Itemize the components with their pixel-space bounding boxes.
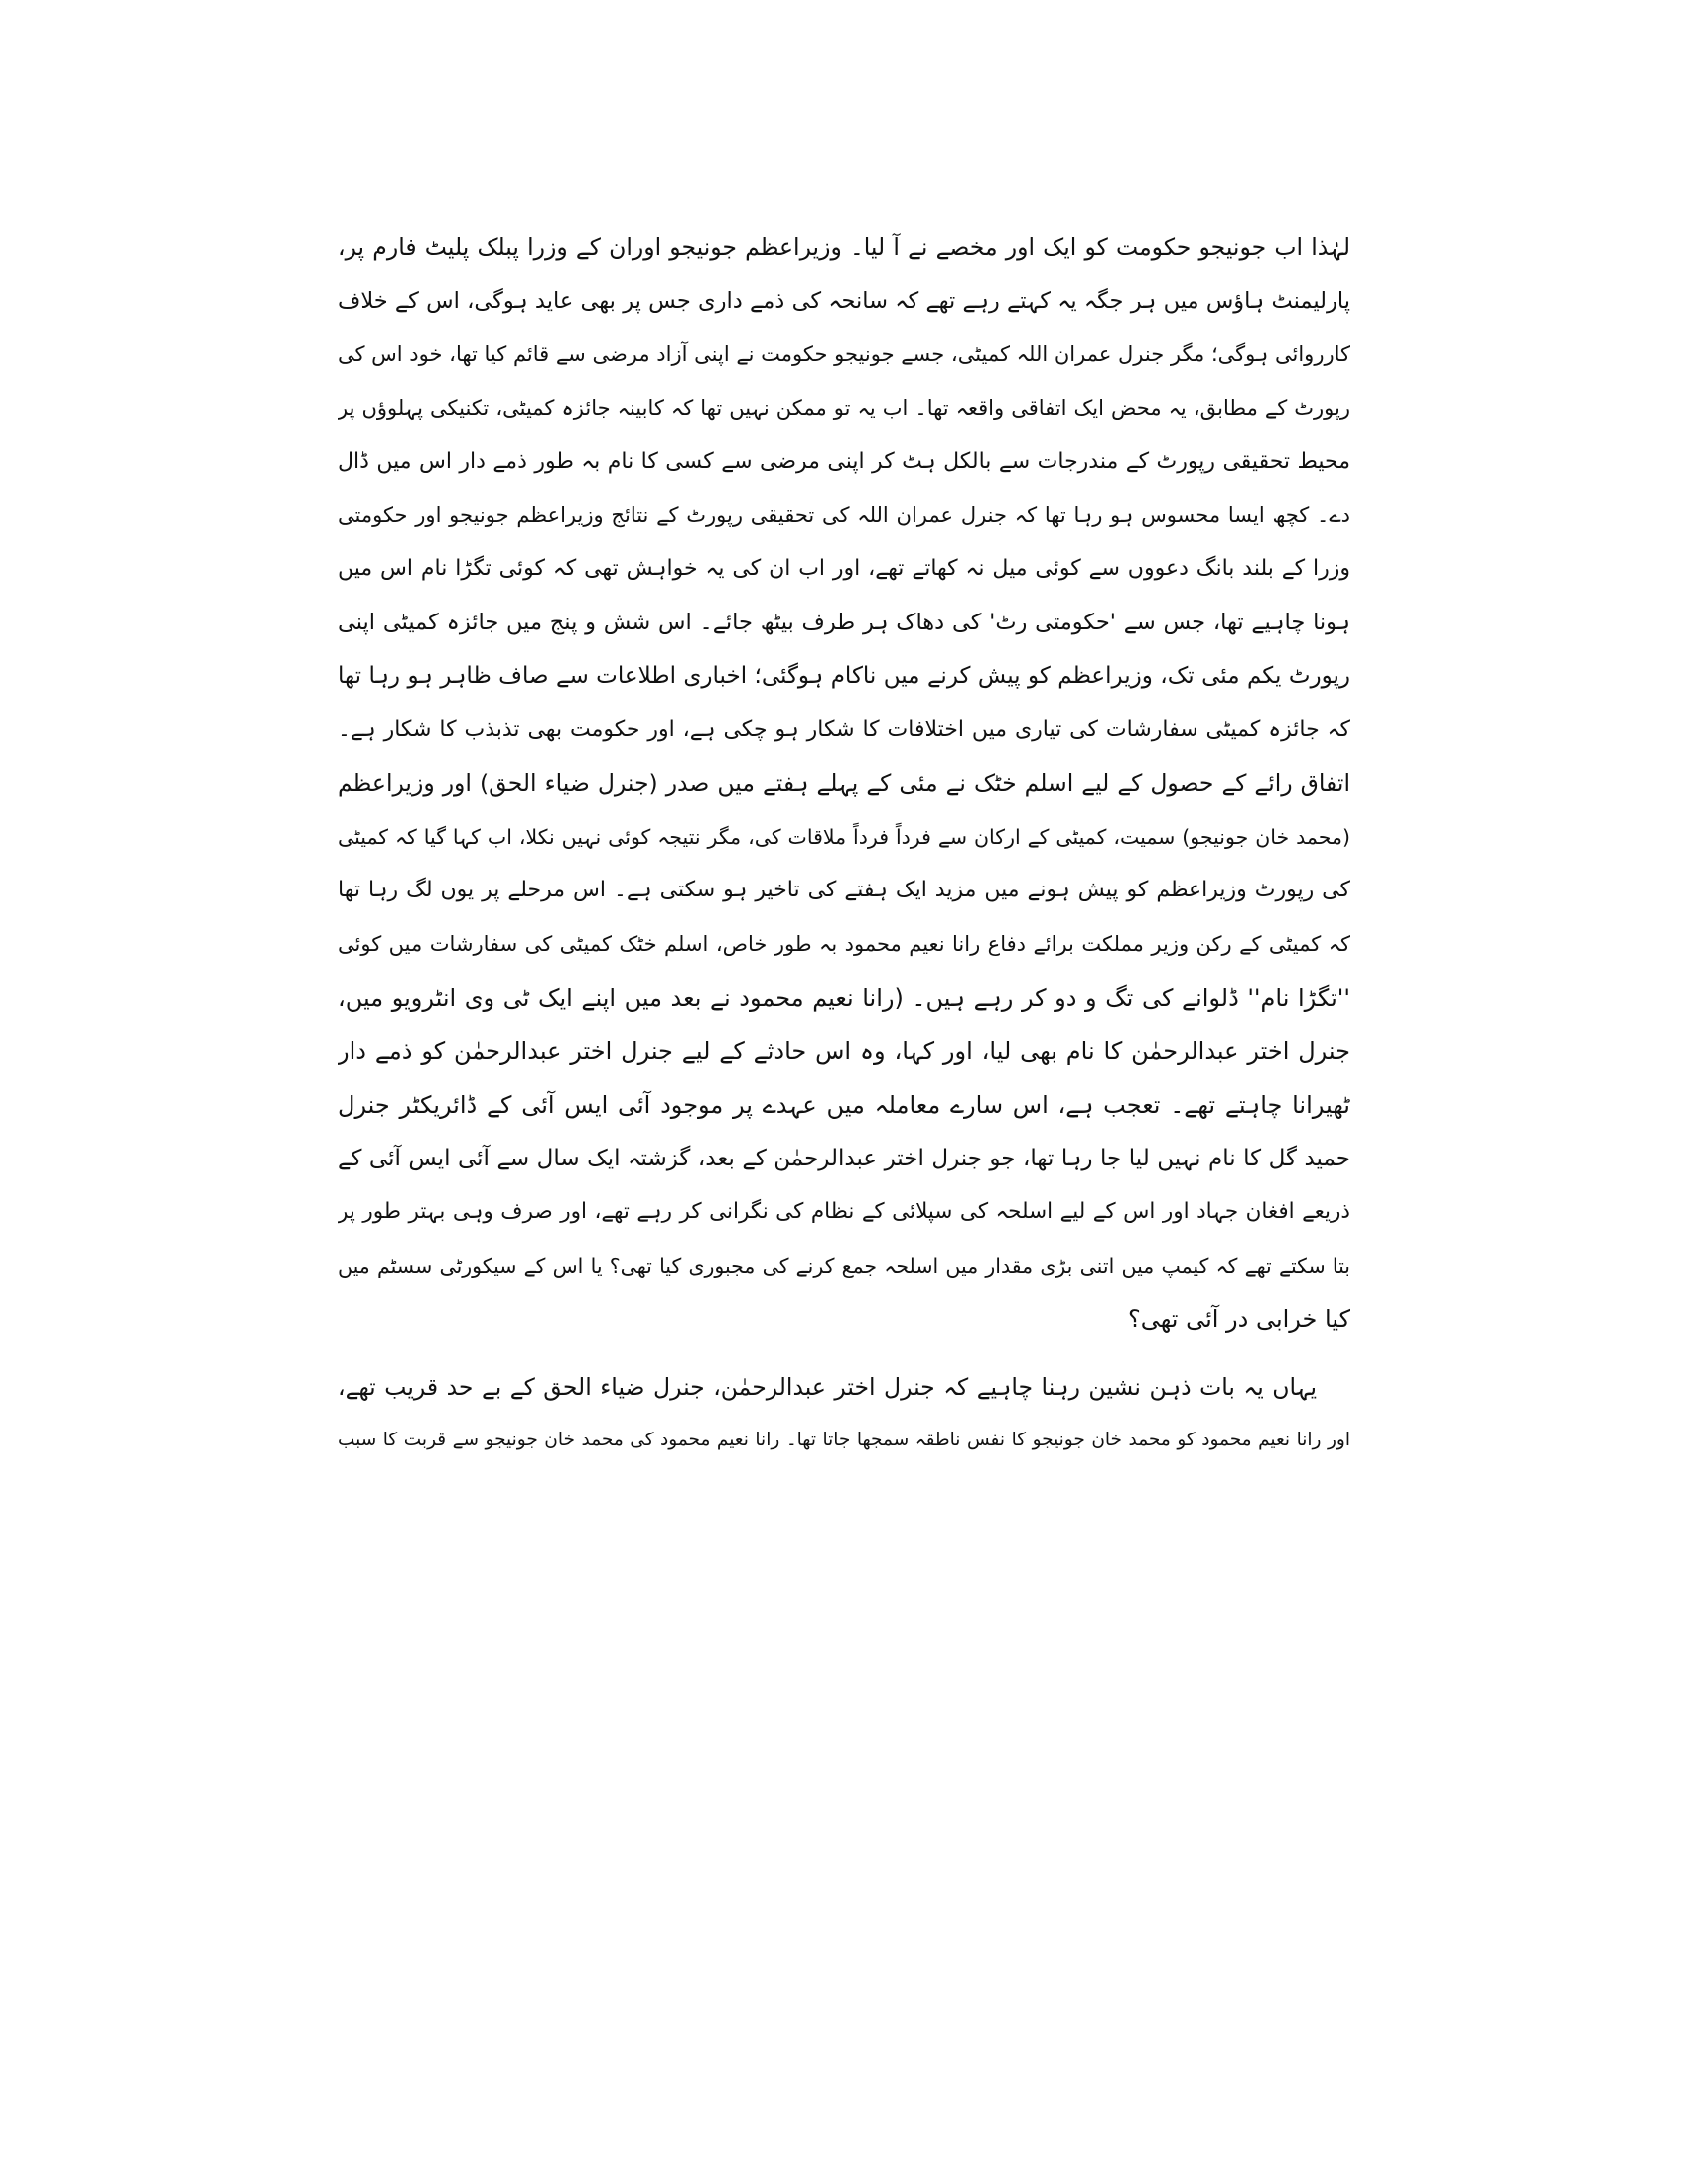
text-line: کہ جائزہ کمیٹی سفارشات کی تیاری میں اختلافات کا شکار ہو چکی ہے، اور حکومت بھی تذبذب کا شکار ہے۔ (338, 717, 1350, 742)
text-line: اتفاق رائے کے حصول کے لیے اسلم خٹک نے مئی کے پہلے ہفتے میں صدر (جنرل ضیاء الحق) اور وزیراعظم (338, 769, 1350, 797)
text-line: ٹھیرانا چاہتے تھے۔ تعجب ہے، اس سارے معاملہ میں عہدے پر موجود آئی ایس آئی کے ڈائریکٹر جنرل (338, 1091, 1350, 1119)
text-line: حمید گل کا نام نہیں لیا جا رہا تھا، جو جنرل اختر عبدالرحمٰن کے بعد، گزشتہ ایک سال سے آئی ایس آئی کے (338, 1146, 1350, 1171)
text-line: ذریعے افغان جہاد اور اس کے لیے اسلحہ کی سپلائی کے نظام کی نگرانی کر رہے تھے، اور صرف وہی بہتر طور پر (338, 1199, 1350, 1224)
text-line: وزرا کے بلند بانگ دعووں سے کوئی میل نہ کھاتے تھے، اور اب ان کی یہ خواہش تھی کہ کوئی تگڑا نام اس میں (338, 556, 1350, 581)
paragraph-2 (338, 1360, 1350, 1467)
text-line: رپورٹ کے مطابق، یہ محض ایک اتفاقی واقعہ تھا۔ اب یہ تو ممکن نہیں تھا کہ کابینہ جائزہ کمیٹی، تکنیکی پہلوؤں پر (338, 396, 1350, 420)
body-text (338, 220, 1350, 1467)
text-line: اور رانا نعیم محمود کو محمد خان جونیجو کا نفس ناطقہ سمجھا جاتا تھا۔ رانا نعیم محمود کی محمد خان جونیجو سے قربت کا سبب (338, 1430, 1350, 1450)
text-line: کہ کمیٹی کے رکن وزیر مملکت برائے دفاع رانا نعیم محمود بہ طور خاص، اسلم خٹک کمیٹی کی سفارشات میں کوئی (338, 932, 1350, 956)
text-line: کی رپورٹ وزیراعظم کو پیش ہونے میں مزید ایک ہفتے کی تاخیر ہو سکتی ہے۔ اس مرحلے پر یوں لگ رہا تھا (338, 878, 1350, 902)
text-line: کیا خرابی در آئی تھی؟ (1127, 1305, 1350, 1333)
text-line: لہٰذا اب جونیجو حکومت کو ایک اور مخصے نے آ لیا۔ وزیراعظم جونیجو اوران کے وزرا پبلک پلیٹ فارم پر، (338, 233, 1350, 261)
text-line: ہونا چاہیے تھا، جس سے 'حکومتی رٹ' کی دھاک ہر طرف بیٹھ جائے۔ اس شش و پنج میں جائزہ کمیٹی اپنی (338, 610, 1350, 635)
text-line: رپورٹ یکم مئی تک، وزیراعظم کو پیش کرنے میں ناکام ہوگئی؛ اخباری اطلاعات سے صاف ظاہر ہو رہا تھا (338, 663, 1350, 689)
text-line: کارروائی ہوگی؛ مگر جنرل عمران اللہ کمیٹی، جسے جونیجو حکومت نے اپنی آزاد مرضی سے قائم کیا تھا، خود اس کی (338, 342, 1350, 366)
text-line: دے۔ کچھ ایسا محسوس ہو رہا تھا کہ جنرل عمران اللہ کی تحقیقی رپورٹ کے نتائج وزیراعظم جونیجو اور حکومتی (338, 503, 1350, 527)
paragraph-gap (338, 1346, 1350, 1360)
text-line: (محمد خان جونیجو) سمیت، کمیٹی کے ارکان سے فرداً فرداً ملاقات کی، مگر نتیجہ کوئی نہیں نکلا، اب کہا گیا کہ کمیٹی (338, 825, 1350, 849)
text-line: جنرل اختر عبدالرحمٰن کا نام بھی لیا، اور کہا، وہ اس حادثے کے لیے جنرل اختر عبدالرحمٰن کو ذمے دار (338, 1037, 1350, 1065)
text-line: بتا سکتے تھے کہ کیمپ میں اتنی بڑی مقدار میں اسلحہ جمع کرنے کی مجبوری کیا تھی؟ یا اس کے سیکورٹی سسٹم میں (338, 1254, 1350, 1278)
text-line: یہاں یہ بات ذہن نشین رہنا چاہیے کہ جنرل اختر عبدالرحمٰن، جنرل ضیاء الحق کے بے حد قریب تھے، (338, 1373, 1317, 1401)
text-line: پارلیمنٹ ہاؤس میں ہر جگہ یہ کہتے رہے تھے کہ سانحہ کی ذمے داری جس پر بھی عاید ہوگی، اس کے خلاف (338, 288, 1350, 314)
paragraph-1 (338, 220, 1350, 1346)
text-line: محیط تحقیقی رپورٹ کے مندرجات سے بالکل ہٹ کر اپنی مرضی سے کسی کا نام بہ طور ذمے دار اس میں ڈال (338, 449, 1350, 474)
text-line: ''تگڑا نام'' ڈلوانے کی تگ و دو کر رہے ہیں۔ (رانا نعیم محمود نے بعد میں اپنے ایک ٹی وی انٹرویو میں، (338, 984, 1350, 1012)
